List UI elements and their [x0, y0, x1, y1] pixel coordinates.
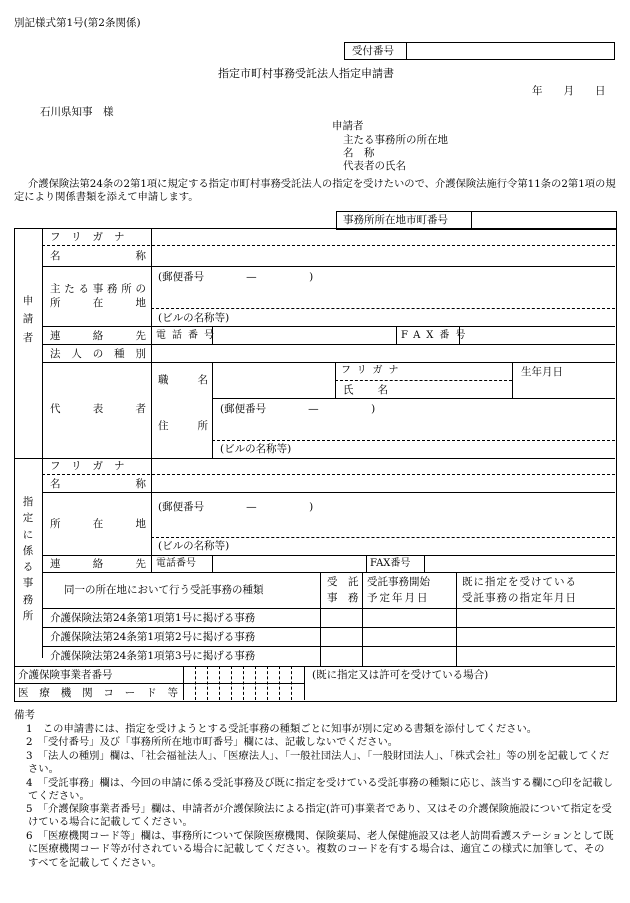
office-postal-code: (郵便番号 — ): [158, 501, 314, 513]
phone-label: 電話番号: [156, 330, 220, 341]
start-date-header-2: 予定年月日: [367, 592, 430, 604]
office-address-label-2: 所在地: [50, 297, 146, 309]
care-insurance-note: (既に指定又は許可を受けている場合): [312, 669, 489, 681]
entrusted-header-2: 事 務: [327, 592, 359, 604]
existing-date-header-1: 既に指定を受けている: [462, 576, 577, 588]
office-furigana-label: フリガナ: [50, 460, 136, 472]
intro-text: 介護保険法第24条の2第1項に規定する指定市町村事務受託法人の指定を受けたいので、介護保険法施行令第11条の2第1項の規定により関係書類を添えて申請します。: [14, 178, 616, 204]
office-building-name: (ビルの名称等): [158, 540, 230, 552]
rep-name-label: 氏名: [343, 384, 388, 396]
applicant-representative: 代表者の氏名: [343, 160, 406, 172]
work-row-3: 介護保険法第24条第1項第3号に掲げる事務: [50, 650, 256, 662]
municipality-code-label: 事務所所在地市町番号: [343, 214, 448, 226]
position-label: 職名: [158, 374, 208, 386]
birth-date-label: 生年月日: [521, 366, 563, 378]
care-insurance-number-label: 介護保険事業者番号: [18, 669, 113, 681]
rep-building-name: (ビルの名称等): [220, 443, 292, 455]
existing-date-header-2: 受託事務の指定年月日: [462, 592, 577, 604]
addressee: 石川県知事 様: [40, 106, 114, 118]
note-5: 5 「介護保険事業者番号」欄は、申請者が介護保険法による指定(許可)事業者であり、又はその介護保険施設について指定を受けている場合に記載してください。: [26, 803, 612, 829]
start-date-header-1: 受託事務開始: [367, 576, 430, 588]
office-contact-label: 連絡先: [50, 558, 146, 570]
note-4: 4 「受託事務」欄は、今回の申請に係る受託事務及び既に指定を受けている受託事務の種類に応じ、該当する欄に○印を記載してください。: [26, 777, 614, 803]
medical-code-label: 医療機関コード等: [18, 687, 178, 699]
name-label: 名称: [50, 250, 146, 262]
notes-title: 備考: [14, 709, 35, 721]
note-2: 2 「受付番号」及び「事務所所在地市町番号」欄には、記載しないでください。: [26, 736, 399, 748]
rep-furigana-label: フリガナ: [341, 365, 405, 376]
rep-postal-code: (郵便番号 — ): [220, 403, 376, 415]
note-6: 6 「医療機関コード等」欄は、事務所について保険医療機関、保険薬局、老人保健施設又は老人訪問看護ステーションとして既に医療機関コード等が付されている場合に記載してください。複数のコードを有する場合は、適宜この様式に加筆して、そのすべてを記載してください。: [26, 830, 614, 869]
office-location-label: 所在地: [50, 518, 146, 530]
office-name-label: 名称: [50, 478, 146, 490]
applicant-office-address: 主たる事務所の所在地: [343, 134, 448, 146]
corporation-type-label: 法人の種別: [50, 348, 146, 360]
postal-code: (郵便番号 — ): [158, 271, 314, 283]
office-phone-label: 電話番号: [156, 558, 196, 569]
office-fax-label: FAX番号: [370, 558, 411, 569]
representative-label: 代表者: [50, 403, 146, 415]
work-type-header: 同一の所在地において行う受託事務の種類: [64, 584, 264, 596]
entrusted-header-1: 受 託: [327, 576, 359, 588]
furigana-label: フリガナ: [50, 231, 136, 243]
note-1: 1 この申請書には、指定を受けようとする受託事務の種類ごとに知事が別に定める書類を添付してください。: [26, 723, 538, 735]
applicant-side-label: 申請者: [22, 295, 34, 344]
contact-label: 連絡先: [50, 330, 146, 342]
work-row-1: 介護保険法第24条第1項第1号に掲げる事務: [50, 612, 256, 624]
page-title: 指定市町村事務受託法人指定申請書: [218, 67, 394, 80]
form-number: 別記様式第1号(第2条関係): [14, 17, 141, 29]
address-label: 住所: [158, 420, 208, 432]
office-side-label: 指定に係る事務所: [22, 496, 34, 622]
receipt-number-label: 受付番号: [352, 45, 394, 57]
work-row-2: 介護保険法第24条第1項第2号に掲げる事務: [50, 631, 256, 643]
applicant-label: 申請者: [332, 120, 364, 132]
building-name: (ビルの名称等): [158, 312, 230, 324]
fax-label: FAX番号: [401, 330, 472, 341]
office-address-label-1: 主たる事務所の: [50, 283, 146, 295]
applicant-name: 名 称: [343, 147, 375, 159]
note-3: 3 「法人の種別」欄は、「社会福祉法人」、「医療法人」、「一般社団法人」、「一般財団法人」、「株式会社」等の別を記載してください。: [26, 750, 610, 776]
date-label: 年 月 日: [532, 85, 606, 97]
